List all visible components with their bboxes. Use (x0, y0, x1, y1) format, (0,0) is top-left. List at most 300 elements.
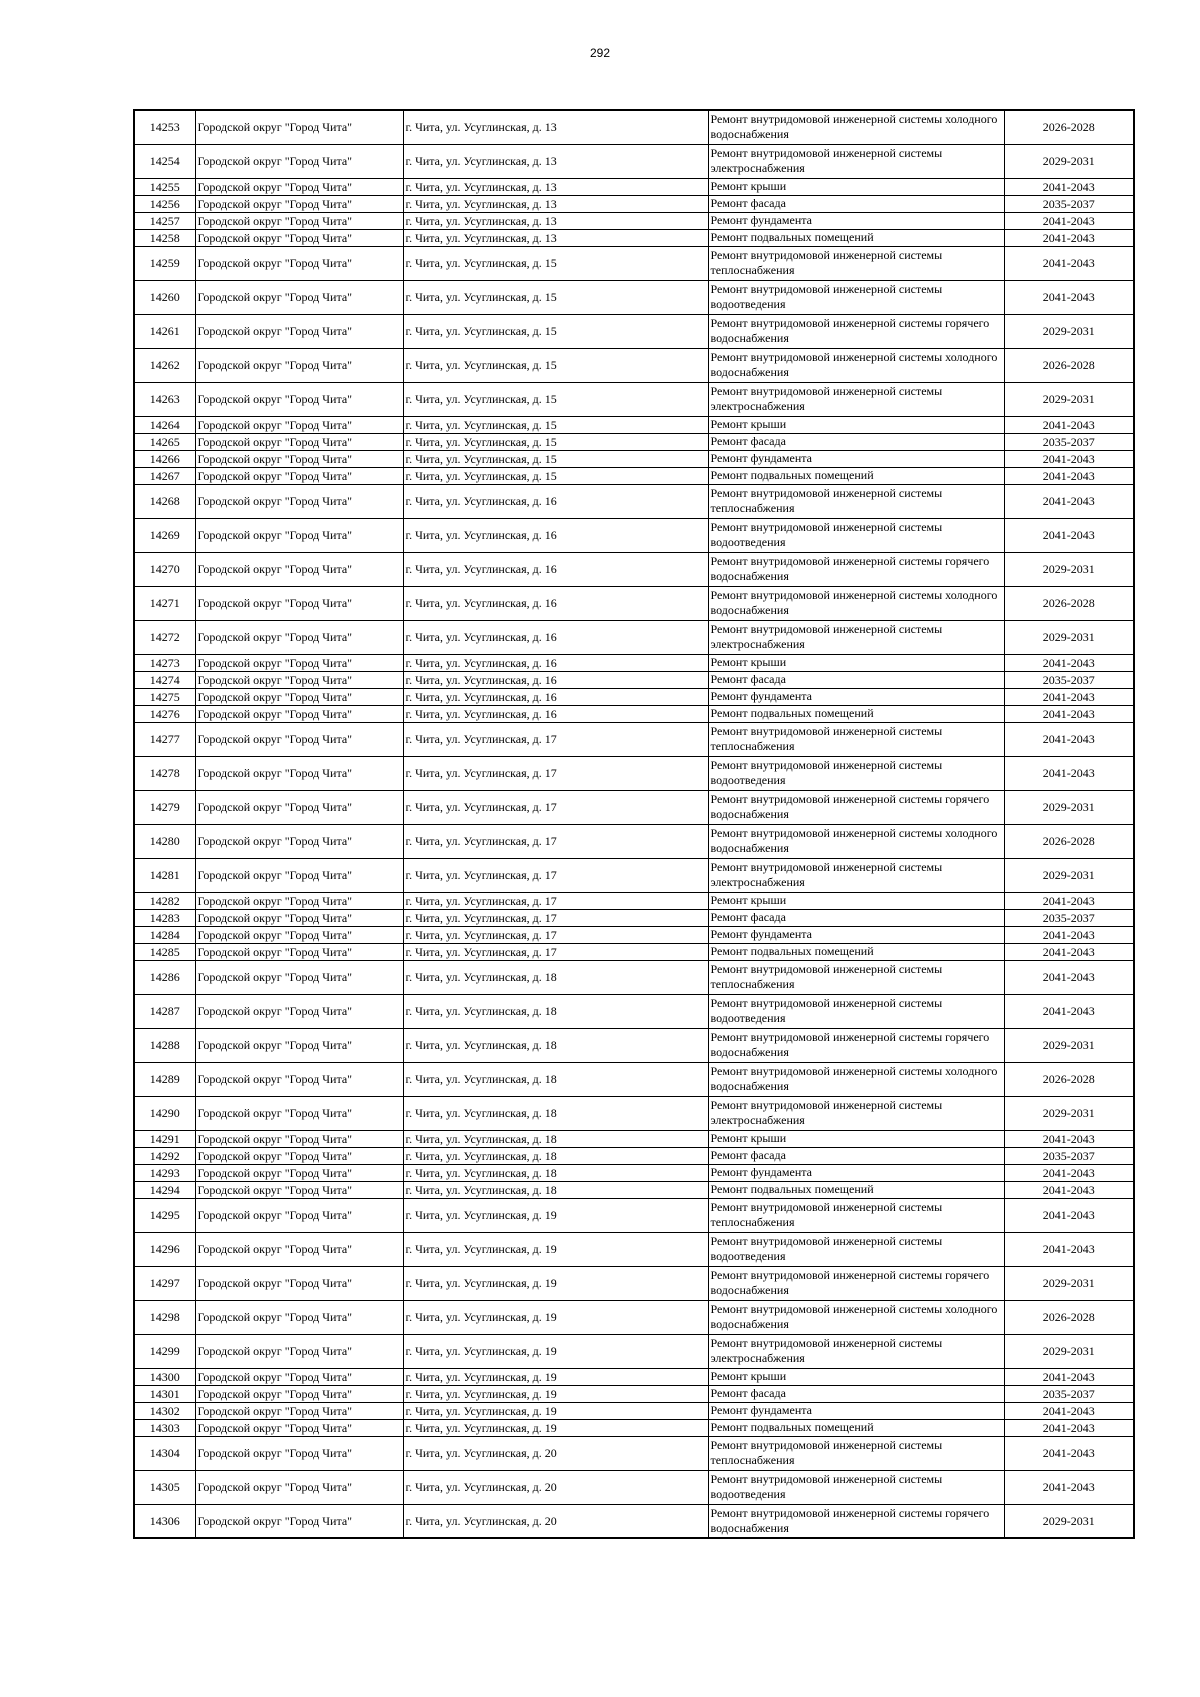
address-cell: г. Чита, ул. Усуглинская, д. 19 (403, 1419, 708, 1436)
period-cell: 2041-2043 (1004, 518, 1134, 552)
municipality-cell: Городской округ "Город Чита" (195, 858, 403, 892)
table-row (134, 450, 1134, 467)
work-type-cell: Ремонт внутридомовой инженерной системы водоотведения (708, 1232, 1004, 1266)
address-cell: г. Чита, ул. Усуглинская, д. 18 (403, 1028, 708, 1062)
row-number-cell: 14299 (134, 1334, 195, 1368)
municipality-cell: Городской округ "Город Чита" (195, 144, 403, 178)
period-cell: 2041-2043 (1004, 1198, 1134, 1232)
municipality-cell: Городской округ "Город Чита" (195, 756, 403, 790)
table-row (134, 280, 1134, 314)
period-cell: 2041-2043 (1004, 484, 1134, 518)
table-row (134, 1062, 1134, 1096)
table-row (134, 688, 1134, 705)
municipality-cell: Городской округ "Город Чита" (195, 620, 403, 654)
address-cell: г. Чита, ул. Усуглинская, д. 15 (403, 246, 708, 280)
period-cell: 2041-2043 (1004, 229, 1134, 246)
municipality-cell: Городской округ "Город Чита" (195, 450, 403, 467)
address-cell: г. Чита, ул. Усуглинская, д. 17 (403, 943, 708, 960)
address-cell: г. Чита, ул. Усуглинская, д. 19 (403, 1385, 708, 1402)
period-cell: 2029-2031 (1004, 552, 1134, 586)
work-type-cell: Ремонт фасада (708, 433, 1004, 450)
municipality-cell: Городской округ "Город Чита" (195, 1385, 403, 1402)
work-type-cell: Ремонт крыши (708, 1368, 1004, 1385)
address-cell: г. Чита, ул. Усуглинская, д. 15 (403, 433, 708, 450)
table-row (134, 229, 1134, 246)
period-cell: 2041-2043 (1004, 212, 1134, 229)
work-type-cell: Ремонт внутридомовой инженерной системы холодного водоснабжения (708, 1300, 1004, 1334)
period-cell: 2035-2037 (1004, 1385, 1134, 1402)
period-cell: 2026-2028 (1004, 1062, 1134, 1096)
address-cell: г. Чита, ул. Усуглинская, д. 15 (403, 314, 708, 348)
row-number-cell: 14300 (134, 1368, 195, 1385)
municipality-cell: Городской округ "Город Чита" (195, 212, 403, 229)
municipality-cell: Городской округ "Город Чита" (195, 1436, 403, 1470)
municipality-cell: Городской округ "Город Чита" (195, 1130, 403, 1147)
municipality-cell: Городской округ "Город Чита" (195, 484, 403, 518)
municipality-cell: Городской округ "Город Чита" (195, 348, 403, 382)
work-type-cell: Ремонт фасада (708, 1385, 1004, 1402)
table-row (134, 943, 1134, 960)
address-cell: г. Чита, ул. Усуглинская, д. 15 (403, 382, 708, 416)
address-cell: г. Чита, ул. Усуглинская, д. 16 (403, 705, 708, 722)
municipality-cell: Городской округ "Город Чита" (195, 960, 403, 994)
municipality-cell: Городской округ "Город Чита" (195, 518, 403, 552)
work-type-cell: Ремонт подвальных помещений (708, 1419, 1004, 1436)
row-number-cell: 14265 (134, 433, 195, 450)
period-cell: 2041-2043 (1004, 1470, 1134, 1504)
address-cell: г. Чита, ул. Усуглинская, д. 18 (403, 1164, 708, 1181)
work-type-cell: Ремонт внутридомовой инженерной системы водоотведения (708, 994, 1004, 1028)
period-cell: 2041-2043 (1004, 1164, 1134, 1181)
period-cell: 2026-2028 (1004, 110, 1134, 144)
row-number-cell: 14279 (134, 790, 195, 824)
work-type-cell: Ремонт внутридомовой инженерной системы горячего водоснабжения (708, 1266, 1004, 1300)
period-cell: 2041-2043 (1004, 960, 1134, 994)
table-row (134, 1232, 1134, 1266)
period-cell: 2035-2037 (1004, 1147, 1134, 1164)
municipality-cell: Городской округ "Город Чита" (195, 994, 403, 1028)
row-number-cell: 14287 (134, 994, 195, 1028)
row-number-cell: 14283 (134, 909, 195, 926)
address-cell: г. Чита, ул. Усуглинская, д. 15 (403, 416, 708, 433)
municipality-cell: Городской округ "Город Чита" (195, 722, 403, 756)
period-cell: 2041-2043 (1004, 280, 1134, 314)
row-number-cell: 14275 (134, 688, 195, 705)
row-number-cell: 14296 (134, 1232, 195, 1266)
address-cell: г. Чита, ул. Усуглинская, д. 15 (403, 450, 708, 467)
period-cell: 2029-2031 (1004, 1266, 1134, 1300)
table-row (134, 892, 1134, 909)
table-row (134, 671, 1134, 688)
address-cell: г. Чита, ул. Усуглинская, д. 13 (403, 178, 708, 195)
period-cell: 2041-2043 (1004, 1368, 1134, 1385)
work-type-cell: Ремонт внутридомовой инженерной системы холодного водоснабжения (708, 586, 1004, 620)
address-cell: г. Чита, ул. Усуглинская, д. 19 (403, 1402, 708, 1419)
address-cell: г. Чита, ул. Усуглинская, д. 19 (403, 1232, 708, 1266)
work-type-cell: Ремонт крыши (708, 1130, 1004, 1147)
period-cell: 2041-2043 (1004, 1402, 1134, 1419)
period-cell: 2026-2028 (1004, 824, 1134, 858)
municipality-cell: Городской округ "Город Чита" (195, 1334, 403, 1368)
address-cell: г. Чита, ул. Усуглинская, д. 17 (403, 892, 708, 909)
period-cell: 2035-2037 (1004, 195, 1134, 212)
table-row (134, 518, 1134, 552)
address-cell: г. Чита, ул. Усуглинская, д. 17 (403, 722, 708, 756)
municipality-cell: Городской округ "Город Чита" (195, 1164, 403, 1181)
table-row (134, 1130, 1134, 1147)
table-row (134, 909, 1134, 926)
table-row (134, 790, 1134, 824)
table-row (134, 212, 1134, 229)
period-cell: 2026-2028 (1004, 348, 1134, 382)
municipality-cell: Городской округ "Город Чита" (195, 926, 403, 943)
work-type-cell: Ремонт фундамента (708, 1402, 1004, 1419)
table-row (134, 1402, 1134, 1419)
municipality-cell: Городской округ "Город Чита" (195, 1198, 403, 1232)
row-number-cell: 14255 (134, 178, 195, 195)
period-cell: 2026-2028 (1004, 1300, 1134, 1334)
municipality-cell: Городской округ "Город Чита" (195, 1232, 403, 1266)
work-type-cell: Ремонт подвальных помещений (708, 1181, 1004, 1198)
row-number-cell: 14278 (134, 756, 195, 790)
address-cell: г. Чита, ул. Усуглинская, д. 20 (403, 1504, 708, 1538)
repair-schedule-table (133, 109, 1135, 1539)
work-type-cell: Ремонт внутридомовой инженерной системы электроснабжения (708, 144, 1004, 178)
table-row (134, 110, 1134, 144)
page-number: 292 (589, 46, 611, 60)
row-number-cell: 14264 (134, 416, 195, 433)
table-row (134, 1096, 1134, 1130)
row-number-cell: 14305 (134, 1470, 195, 1504)
municipality-cell: Городской округ "Город Чита" (195, 654, 403, 671)
address-cell: г. Чита, ул. Усуглинская, д. 18 (403, 1181, 708, 1198)
period-cell: 2041-2043 (1004, 926, 1134, 943)
municipality-cell: Городской округ "Город Чита" (195, 671, 403, 688)
municipality-cell: Городской округ "Город Чита" (195, 229, 403, 246)
period-cell: 2041-2043 (1004, 994, 1134, 1028)
table-row (134, 314, 1134, 348)
row-number-cell: 14286 (134, 960, 195, 994)
address-cell: г. Чита, ул. Усуглинская, д. 13 (403, 229, 708, 246)
work-type-cell: Ремонт внутридомовой инженерной системы теплоснабжения (708, 960, 1004, 994)
table-row (134, 1504, 1134, 1538)
table-row (134, 178, 1134, 195)
municipality-cell: Городской округ "Город Чита" (195, 110, 403, 144)
address-cell: г. Чита, ул. Усуглинская, д. 15 (403, 348, 708, 382)
work-type-cell: Ремонт внутридомовой инженерной системы теплоснабжения (708, 1436, 1004, 1470)
municipality-cell: Городской округ "Город Чита" (195, 824, 403, 858)
table-row (134, 484, 1134, 518)
table-row (134, 246, 1134, 280)
period-cell: 2041-2043 (1004, 246, 1134, 280)
period-cell: 2035-2037 (1004, 909, 1134, 926)
row-number-cell: 14301 (134, 1385, 195, 1402)
address-cell: г. Чита, ул. Усуглинская, д. 17 (403, 824, 708, 858)
row-number-cell: 14272 (134, 620, 195, 654)
work-type-cell: Ремонт фасада (708, 671, 1004, 688)
municipality-cell: Городской округ "Город Чита" (195, 382, 403, 416)
row-number-cell: 14293 (134, 1164, 195, 1181)
municipality-cell: Городской округ "Город Чита" (195, 1062, 403, 1096)
table-row (134, 722, 1134, 756)
municipality-cell: Городской округ "Город Чита" (195, 892, 403, 909)
address-cell: г. Чита, ул. Усуглинская, д. 16 (403, 688, 708, 705)
address-cell: г. Чита, ул. Усуглинская, д. 13 (403, 212, 708, 229)
period-cell: 2041-2043 (1004, 705, 1134, 722)
address-cell: г. Чита, ул. Усуглинская, д. 19 (403, 1198, 708, 1232)
work-type-cell: Ремонт внутридомовой инженерной системы горячего водоснабжения (708, 790, 1004, 824)
work-type-cell: Ремонт внутридомовой инженерной системы водоотведения (708, 280, 1004, 314)
address-cell: г. Чита, ул. Усуглинская, д. 16 (403, 620, 708, 654)
work-type-cell: Ремонт крыши (708, 416, 1004, 433)
period-cell: 2041-2043 (1004, 1436, 1134, 1470)
table-row (134, 433, 1134, 450)
row-number-cell: 14285 (134, 943, 195, 960)
period-cell: 2029-2031 (1004, 1334, 1134, 1368)
period-cell: 2029-2031 (1004, 790, 1134, 824)
table-row (134, 1436, 1134, 1470)
table-row (134, 1028, 1134, 1062)
period-cell: 2041-2043 (1004, 722, 1134, 756)
municipality-cell: Городской округ "Город Чита" (195, 1147, 403, 1164)
address-cell: г. Чита, ул. Усуглинская, д. 18 (403, 994, 708, 1028)
municipality-cell: Городской округ "Город Чита" (195, 1028, 403, 1062)
row-number-cell: 14289 (134, 1062, 195, 1096)
table-row (134, 144, 1134, 178)
address-cell: г. Чита, ул. Усуглинская, д. 20 (403, 1470, 708, 1504)
work-type-cell: Ремонт фундамента (708, 212, 1004, 229)
period-cell: 2035-2037 (1004, 671, 1134, 688)
work-type-cell: Ремонт подвальных помещений (708, 229, 1004, 246)
work-type-cell: Ремонт внутридомовой инженерной системы теплоснабжения (708, 722, 1004, 756)
row-number-cell: 14263 (134, 382, 195, 416)
work-type-cell: Ремонт внутридомовой инженерной системы горячего водоснабжения (708, 552, 1004, 586)
municipality-cell: Городской округ "Город Чита" (195, 790, 403, 824)
address-cell: г. Чита, ул. Усуглинская, д. 19 (403, 1266, 708, 1300)
municipality-cell: Городской округ "Город Чита" (195, 1402, 403, 1419)
work-type-cell: Ремонт внутридомовой инженерной системы холодного водоснабжения (708, 348, 1004, 382)
address-cell: г. Чита, ул. Усуглинская, д. 17 (403, 909, 708, 926)
row-number-cell: 14261 (134, 314, 195, 348)
period-cell: 2029-2031 (1004, 1096, 1134, 1130)
row-number-cell: 14270 (134, 552, 195, 586)
municipality-cell: Городской округ "Город Чита" (195, 1504, 403, 1538)
row-number-cell: 14298 (134, 1300, 195, 1334)
table-row (134, 467, 1134, 484)
municipality-cell: Городской округ "Город Чита" (195, 467, 403, 484)
table-row (134, 756, 1134, 790)
address-cell: г. Чита, ул. Усуглинская, д. 18 (403, 960, 708, 994)
work-type-cell: Ремонт фундамента (708, 450, 1004, 467)
row-number-cell: 14259 (134, 246, 195, 280)
row-number-cell: 14266 (134, 450, 195, 467)
address-cell: г. Чита, ул. Усуглинская, д. 20 (403, 1436, 708, 1470)
period-cell: 2041-2043 (1004, 467, 1134, 484)
table-row (134, 416, 1134, 433)
table-row (134, 1470, 1134, 1504)
work-type-cell: Ремонт внутридомовой инженерной системы водоотведения (708, 756, 1004, 790)
work-type-cell: Ремонт подвальных помещений (708, 705, 1004, 722)
municipality-cell: Городской округ "Город Чита" (195, 314, 403, 348)
period-cell: 2029-2031 (1004, 620, 1134, 654)
row-number-cell: 14258 (134, 229, 195, 246)
period-cell: 2041-2043 (1004, 892, 1134, 909)
period-cell: 2041-2043 (1004, 756, 1134, 790)
period-cell: 2029-2031 (1004, 858, 1134, 892)
work-type-cell: Ремонт внутридомовой инженерной системы электроснабжения (708, 1096, 1004, 1130)
work-type-cell: Ремонт подвальных помещений (708, 467, 1004, 484)
table-row (134, 1147, 1134, 1164)
table-row (134, 994, 1134, 1028)
period-cell: 2041-2043 (1004, 943, 1134, 960)
table-row (134, 824, 1134, 858)
work-type-cell: Ремонт внутридомовой инженерной системы горячего водоснабжения (708, 1028, 1004, 1062)
address-cell: г. Чита, ул. Усуглинская, д. 17 (403, 790, 708, 824)
row-number-cell: 14288 (134, 1028, 195, 1062)
table-row (134, 705, 1134, 722)
table-row (134, 1198, 1134, 1232)
table-row (134, 1419, 1134, 1436)
municipality-cell: Городской округ "Город Чита" (195, 416, 403, 433)
work-type-cell: Ремонт фасада (708, 195, 1004, 212)
address-cell: г. Чита, ул. Усуглинская, д. 18 (403, 1062, 708, 1096)
row-number-cell: 14284 (134, 926, 195, 943)
work-type-cell: Ремонт внутридомовой инженерной системы теплоснабжения (708, 246, 1004, 280)
work-type-cell: Ремонт фундамента (708, 688, 1004, 705)
row-number-cell: 14280 (134, 824, 195, 858)
work-type-cell: Ремонт внутридомовой инженерной системы электроснабжения (708, 620, 1004, 654)
table-row (134, 1334, 1134, 1368)
address-cell: г. Чита, ул. Усуглинская, д. 18 (403, 1147, 708, 1164)
table-row (134, 1181, 1134, 1198)
row-number-cell: 14277 (134, 722, 195, 756)
period-cell: 2029-2031 (1004, 144, 1134, 178)
row-number-cell: 14253 (134, 110, 195, 144)
work-type-cell: Ремонт внутридомовой инженерной системы электроснабжения (708, 382, 1004, 416)
row-number-cell: 14276 (134, 705, 195, 722)
table-row (134, 1385, 1134, 1402)
address-cell: г. Чита, ул. Усуглинская, д. 15 (403, 467, 708, 484)
period-cell: 2029-2031 (1004, 314, 1134, 348)
row-number-cell: 14260 (134, 280, 195, 314)
address-cell: г. Чита, ул. Усуглинская, д. 16 (403, 654, 708, 671)
municipality-cell: Городской округ "Город Чита" (195, 586, 403, 620)
municipality-cell: Городской округ "Город Чита" (195, 433, 403, 450)
address-cell: г. Чита, ул. Усуглинская, д. 13 (403, 195, 708, 212)
table-row (134, 552, 1134, 586)
table-row (134, 960, 1134, 994)
municipality-cell: Городской округ "Город Чита" (195, 705, 403, 722)
municipality-cell: Городской округ "Город Чита" (195, 688, 403, 705)
row-number-cell: 14282 (134, 892, 195, 909)
address-cell: г. Чита, ул. Усуглинская, д. 16 (403, 586, 708, 620)
work-type-cell: Ремонт внутридомовой инженерной системы холодного водоснабжения (708, 110, 1004, 144)
municipality-cell: Городской округ "Город Чита" (195, 280, 403, 314)
work-type-cell: Ремонт фундамента (708, 926, 1004, 943)
row-number-cell: 14304 (134, 1436, 195, 1470)
row-number-cell: 14292 (134, 1147, 195, 1164)
municipality-cell: Городской округ "Город Чита" (195, 1300, 403, 1334)
municipality-cell: Городской округ "Город Чита" (195, 943, 403, 960)
municipality-cell: Городской округ "Город Чита" (195, 1419, 403, 1436)
municipality-cell: Городской округ "Город Чита" (195, 195, 403, 212)
municipality-cell: Городской округ "Город Чита" (195, 1266, 403, 1300)
row-number-cell: 14271 (134, 586, 195, 620)
work-type-cell: Ремонт внутридомовой инженерной системы горячего водоснабжения (708, 1504, 1004, 1538)
work-type-cell: Ремонт крыши (708, 654, 1004, 671)
period-cell: 2035-2037 (1004, 433, 1134, 450)
work-type-cell: Ремонт внутридомовой инженерной системы холодного водоснабжения (708, 824, 1004, 858)
address-cell: г. Чита, ул. Усуглинская, д. 13 (403, 144, 708, 178)
period-cell: 2041-2043 (1004, 178, 1134, 195)
municipality-cell: Городской округ "Город Чита" (195, 1096, 403, 1130)
period-cell: 2029-2031 (1004, 1504, 1134, 1538)
table-row (134, 1300, 1134, 1334)
table-row (134, 1368, 1134, 1385)
row-number-cell: 14295 (134, 1198, 195, 1232)
table-row (134, 926, 1134, 943)
period-cell: 2041-2043 (1004, 1419, 1134, 1436)
work-type-cell: Ремонт внутридомовой инженерной системы электроснабжения (708, 1334, 1004, 1368)
address-cell: г. Чита, ул. Усуглинская, д. 18 (403, 1096, 708, 1130)
table-body (134, 110, 1134, 1538)
municipality-cell: Городской округ "Город Чита" (195, 909, 403, 926)
period-cell: 2041-2043 (1004, 1232, 1134, 1266)
work-type-cell: Ремонт внутридомовой инженерной системы теплоснабжения (708, 1198, 1004, 1232)
work-type-cell: Ремонт подвальных помещений (708, 943, 1004, 960)
row-number-cell: 14274 (134, 671, 195, 688)
address-cell: г. Чита, ул. Усуглинская, д. 17 (403, 858, 708, 892)
work-type-cell: Ремонт внутридомовой инженерной системы горячего водоснабжения (708, 314, 1004, 348)
row-number-cell: 14267 (134, 467, 195, 484)
address-cell: г. Чита, ул. Усуглинская, д. 16 (403, 518, 708, 552)
row-number-cell: 14254 (134, 144, 195, 178)
address-cell: г. Чита, ул. Усуглинская, д. 19 (403, 1334, 708, 1368)
period-cell: 2041-2043 (1004, 416, 1134, 433)
address-cell: г. Чита, ул. Усуглинская, д. 18 (403, 1130, 708, 1147)
address-cell: г. Чита, ул. Усуглинская, д. 19 (403, 1300, 708, 1334)
row-number-cell: 14294 (134, 1181, 195, 1198)
municipality-cell: Городской округ "Город Чита" (195, 178, 403, 195)
address-cell: г. Чита, ул. Усуглинская, д. 19 (403, 1368, 708, 1385)
row-number-cell: 14269 (134, 518, 195, 552)
municipality-cell: Городской округ "Город Чита" (195, 1470, 403, 1504)
row-number-cell: 14268 (134, 484, 195, 518)
table-row (134, 620, 1134, 654)
row-number-cell: 14256 (134, 195, 195, 212)
work-type-cell: Ремонт внутридомовой инженерной системы водоотведения (708, 518, 1004, 552)
table-row (134, 858, 1134, 892)
address-cell: г. Чита, ул. Усуглинская, д. 16 (403, 484, 708, 518)
municipality-cell: Городской округ "Город Чита" (195, 1368, 403, 1385)
period-cell: 2029-2031 (1004, 1028, 1134, 1062)
address-cell: г. Чита, ул. Усуглинская, д. 15 (403, 280, 708, 314)
period-cell: 2041-2043 (1004, 654, 1134, 671)
work-type-cell: Ремонт внутридомовой инженерной системы теплоснабжения (708, 484, 1004, 518)
period-cell: 2041-2043 (1004, 688, 1134, 705)
row-number-cell: 14262 (134, 348, 195, 382)
table-row (134, 1164, 1134, 1181)
table-row (134, 195, 1134, 212)
municipality-cell: Городской округ "Город Чита" (195, 246, 403, 280)
table-row (134, 586, 1134, 620)
address-cell: г. Чита, ул. Усуглинская, д. 16 (403, 552, 708, 586)
work-type-cell: Ремонт крыши (708, 178, 1004, 195)
period-cell: 2041-2043 (1004, 1181, 1134, 1198)
period-cell: 2041-2043 (1004, 450, 1134, 467)
row-number-cell: 14306 (134, 1504, 195, 1538)
period-cell: 2041-2043 (1004, 1130, 1134, 1147)
